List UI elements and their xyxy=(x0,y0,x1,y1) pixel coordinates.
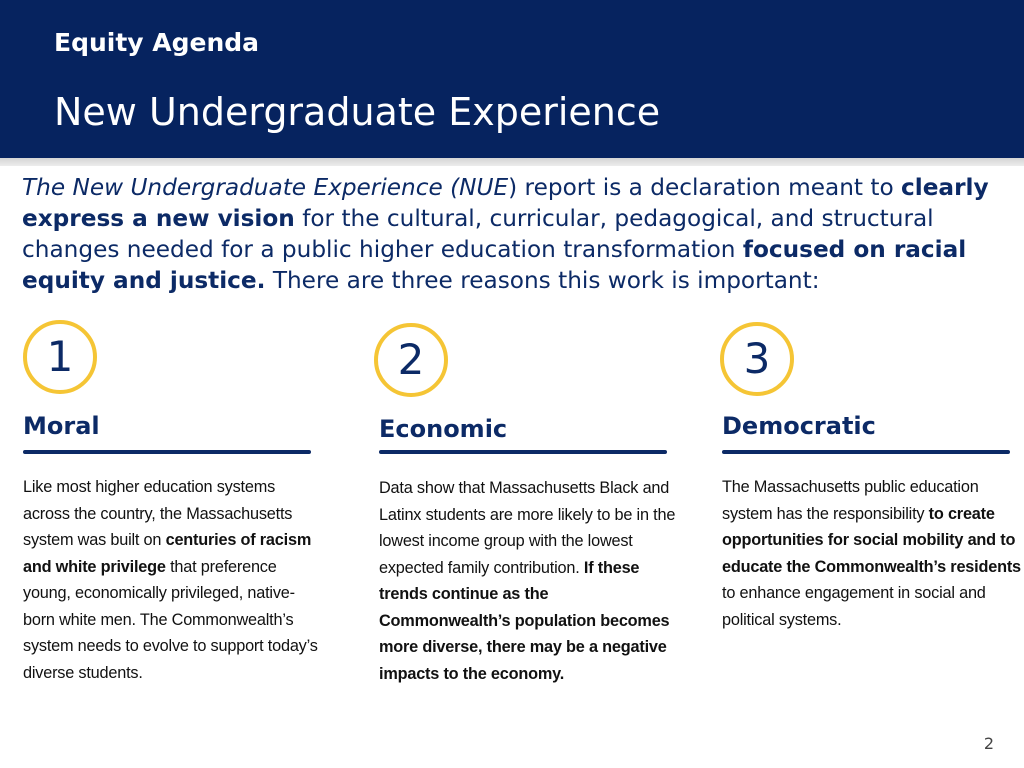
intro-report-name: The New Undergraduate Experience (NUE xyxy=(22,174,509,201)
heading-underline xyxy=(379,450,667,454)
header-divider xyxy=(0,158,1024,166)
intro-emphasis-equity: focused on racial equity and justice. xyxy=(22,236,967,294)
body-text: Data show that Massachusetts Black and Latinx students are more likely to be in the lowest income group with the lowest expected family contribution. xyxy=(379,479,676,577)
page-number: 2 xyxy=(983,734,994,753)
body-text: that preference young, economically privileged, native-born white men. The Commonwealth’s system needs to evolve to support today’s diverse students. xyxy=(23,557,318,682)
body-emphasis: centuries of racism and white privilege xyxy=(23,531,312,576)
number-badge-label: 1 xyxy=(46,332,74,381)
header-banner xyxy=(0,0,1024,158)
reason-heading-democratic: Democratic xyxy=(722,412,876,440)
intro-emphasis-vision: clearly express a new vision xyxy=(22,174,989,232)
number-badge-label: 3 xyxy=(743,334,771,383)
body-emphasis: to create opportunities for social mobility and to educate the Commonwealth’s residents xyxy=(722,504,1021,576)
section-label: Equity Agenda xyxy=(54,28,260,57)
reason-column-economic xyxy=(379,323,679,723)
body-text: Like most higher education systems across the country, the Massachusetts system was built on xyxy=(23,478,293,549)
intro-text-2: for the cultural, curricular, pedagogical, and structural changes needed for a public higher education transformation xyxy=(22,205,934,263)
heading-underline xyxy=(722,450,1010,454)
body-text: The Massachusetts public education system has the responsibility xyxy=(722,478,979,523)
intro-paragraph xyxy=(22,172,1007,296)
heading-underline xyxy=(23,450,311,454)
body-text: to enhance engagement in social and political systems. xyxy=(722,584,986,629)
body-emphasis: If these trends continue as the Commonwealth’s population becomes more diverse, there may be a negative impacts to the economy. xyxy=(379,558,670,683)
reason-body-moral xyxy=(23,474,323,686)
intro-text-1: ) report is a declaration meant to xyxy=(508,174,902,201)
reason-heading-economic: Economic xyxy=(379,415,508,443)
reason-body-economic xyxy=(379,475,679,687)
number-badge-1 xyxy=(23,320,97,394)
reason-heading-moral: Moral xyxy=(23,412,100,440)
reason-body-democratic xyxy=(722,474,1022,633)
number-badge-3 xyxy=(720,322,794,396)
slide-title: New Undergraduate Experience xyxy=(54,90,661,134)
reason-column-democratic xyxy=(722,322,1022,722)
number-badge-2 xyxy=(374,323,448,397)
intro-text-3: There are three reasons this work is important: xyxy=(265,267,820,294)
number-badge-label: 2 xyxy=(397,335,425,384)
reason-column-moral xyxy=(23,320,323,720)
